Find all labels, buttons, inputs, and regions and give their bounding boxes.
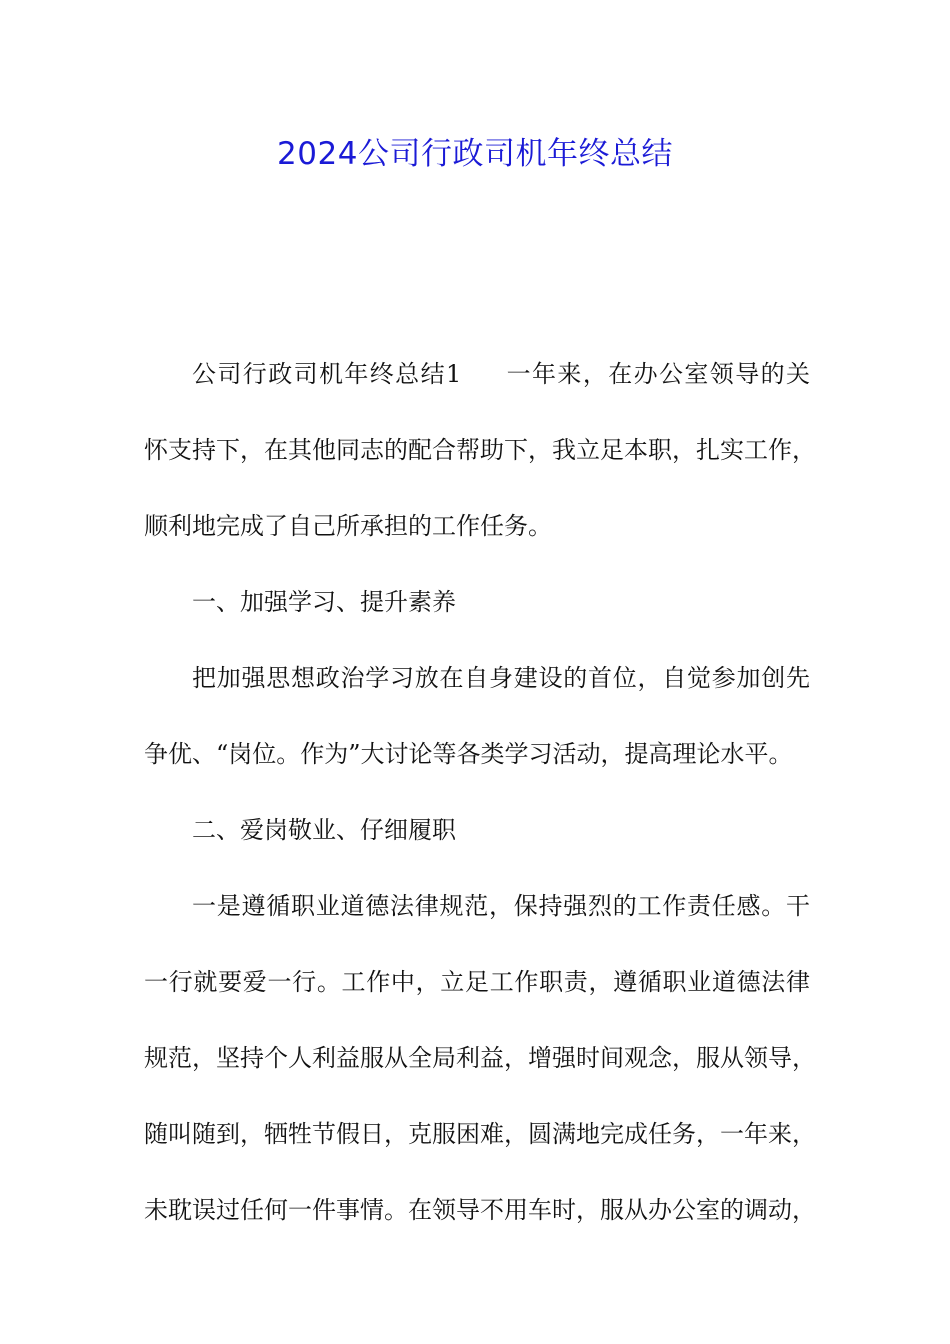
heading-text: 二、爱岗敬业、仔细履职: [192, 816, 456, 844]
paragraph-line: 一行就要爱一行。工作中，立足工作职责，遵循职业道德法律: [144, 968, 810, 996]
paragraph-study: [144, 640, 810, 792]
paragraph-line: [144, 336, 810, 412]
document-title: 2024公司行政司机年终总结: [277, 136, 673, 172]
section-heading-inline: 公司行政司机年终总结1: [192, 360, 462, 388]
heading-text: 一、加强学习、提升素养: [192, 588, 456, 616]
paragraph-intro: [144, 336, 816, 564]
paragraph-line: 争优、“岗位。作为”大讨论等各类学习活动，提高理论水平。: [144, 740, 793, 768]
paragraph-line: 未耽误过任何一件事情。在领导不用车时，服从办公室的调动，: [144, 1196, 816, 1224]
section-heading-2: [144, 792, 810, 868]
paragraph-text: 一年来，在办公室领导的关: [505, 360, 810, 388]
paragraph-line: 顺利地完成了自己所承担的工作任务。: [144, 512, 552, 540]
paragraph-line: 把加强思想政治学习放在自身建设的首位，自觉参加创先: [192, 664, 810, 692]
paragraph-duty: [144, 868, 816, 1248]
paragraph-line: 一是遵循职业道德法律规范，保持强烈的工作责任感。干: [192, 892, 810, 920]
paragraph-line: 规范，坚持个人利益服从全局利益，增强时间观念，服从领导，: [144, 1044, 816, 1072]
paragraph-line: 怀支持下，在其他同志的配合帮助下，我立足本职，扎实工作，: [144, 436, 816, 464]
section-heading-1: [144, 564, 810, 640]
paragraph-line: 随叫随到，牺牲节假日，克服困难，圆满地完成任务，一年来，: [144, 1120, 816, 1148]
document-body: [144, 336, 816, 1248]
